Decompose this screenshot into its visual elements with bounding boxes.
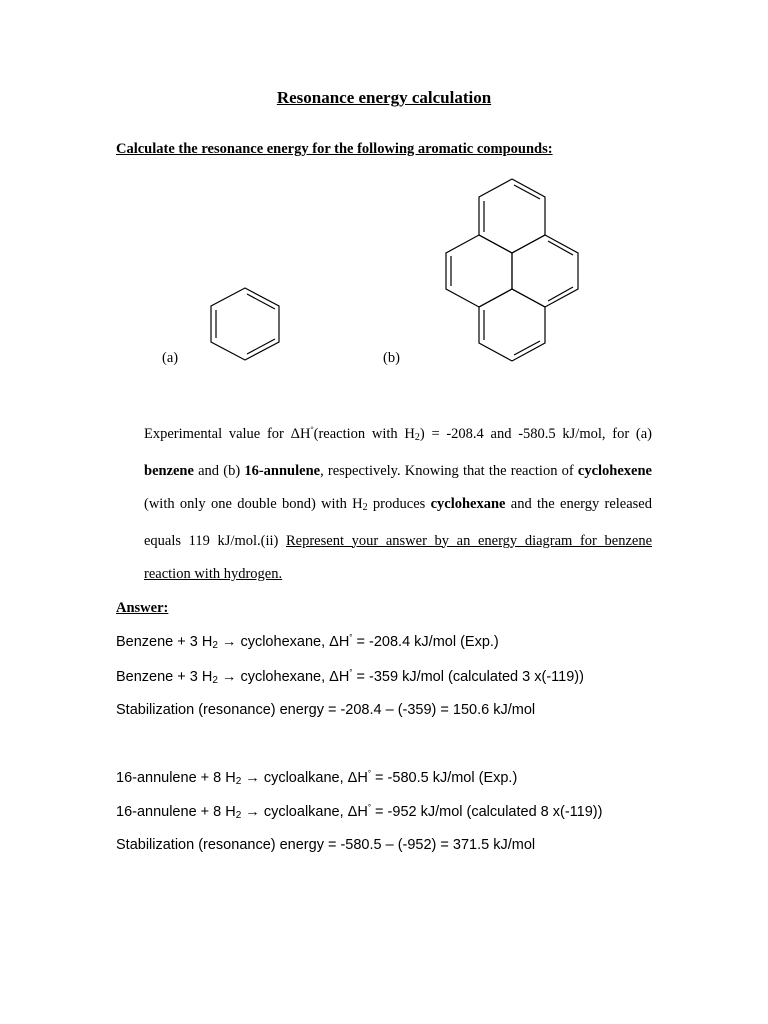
answer-line-6: Stabilization (resonance) energy = -580.5 – (-952) = 371.5 kJ/mol [116, 837, 536, 853]
answer-line-4: 16-annulene + 8 $H_2$ → cycloalkane, ΔH° = -580.5 kJ/mol (Exp.) [116, 769, 518, 787]
energy-diagram-instruction: Represent your answer by an energy diagram for benzene reaction with hydrogen. [144, 532, 653, 582]
term-cyclohexane: cyclohexane [430, 496, 506, 512]
term-cyclohexene: cyclohexene [577, 462, 652, 479]
answer-line-1: Benzene + 3 $H_2$ → cyclohexane, ΔH° = -208.4 kJ/mol (Exp.) [116, 633, 499, 651]
answer-line-5: 16-annulene + 8 $H_2$ → cycloalkane, ΔH° = -952 kJ/mol (calculated 8 x(-119)) [116, 803, 603, 821]
page-title: Resonance energy calculation [276, 88, 492, 107]
term-annulene: 16-annulene [244, 462, 321, 479]
term-benzene: benzene [144, 462, 194, 479]
label-a: (a) [162, 350, 179, 366]
benzene-structure [195, 283, 295, 365]
annulene-structure [438, 175, 588, 365]
question-heading: Calculate the resonance energy for the following aromatic compounds: [116, 141, 553, 157]
answer-line-2: Benzene + 3 $H_2$ → cyclohexane, ΔH° = -359 kJ/mol (calculated 3 x(-119)) [116, 668, 584, 686]
answer-heading: Answer: [116, 600, 169, 616]
label-b: (b) [383, 350, 400, 366]
problem-paragraph: Experimental value for ΔH°(reaction with $H_2) = -208.4$ and -580.5 kJ/mol, for (a) benzene and (b) 16-annulene, respectively. Knowing that the reaction of cyclohexene (with only one double bond) with $H_2$ produces cyclohexane and the energy released equals 119 kJ/mol.(ii) Represent your answer by an energy diagram for benzene reaction with hydrogen. [144, 425, 653, 582]
answer-line-3: Stabilization (resonance) energy = -208.4 – (-359) = 150.6 kJ/mol [116, 702, 536, 718]
